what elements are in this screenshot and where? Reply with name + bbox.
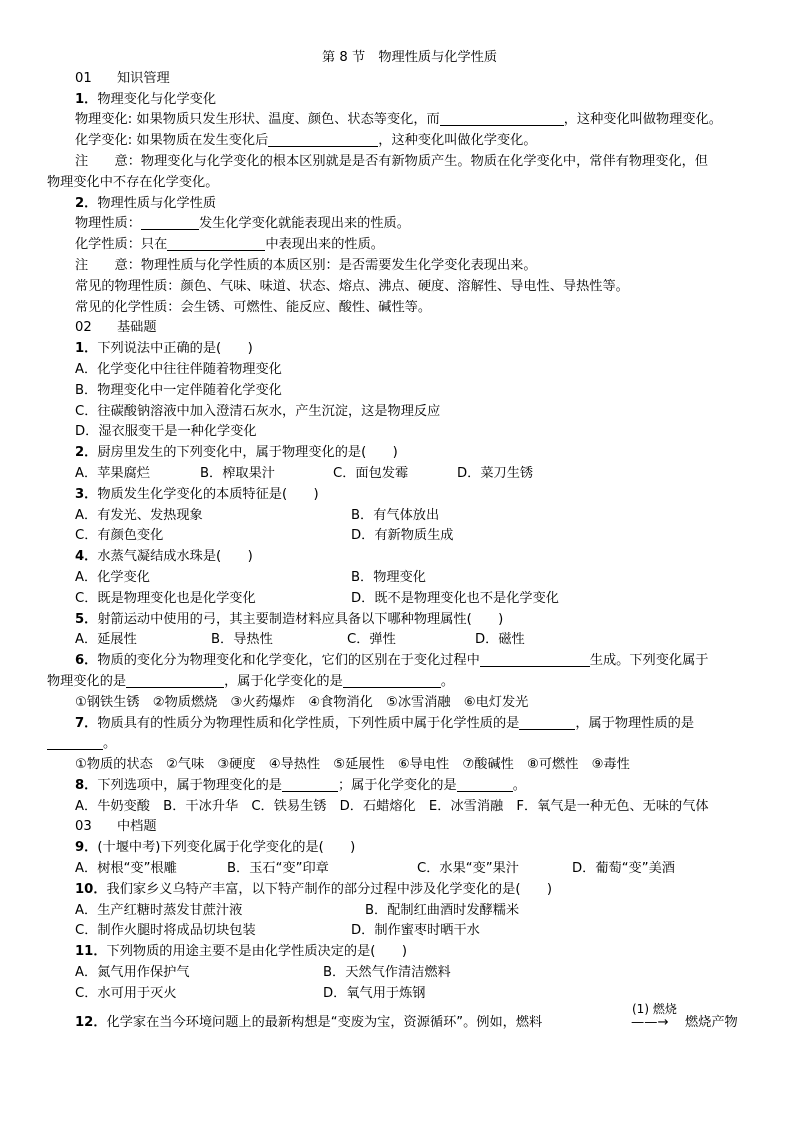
heading-text: 物理性质与化学性质	[97, 195, 217, 211]
heading-number: 1．	[75, 91, 98, 107]
question-number: 3．	[75, 486, 98, 502]
definition-text: 发生化学变化就能表现出来的性质。	[198, 216, 410, 232]
question-10-options-row-2	[47, 921, 752, 942]
question-text: 下列物质的用途主要不是由化学性质决定的是( )	[106, 944, 407, 960]
section-name: 基础题	[117, 320, 157, 336]
question-1-option-a[interactable]: A．化学变化中往往伴随着物理变化	[75, 361, 282, 377]
question-9-option-d[interactable]: D．葡萄“变”美酒	[572, 861, 675, 877]
document-page	[47, 48, 752, 1033]
question-2-option-d[interactable]: D．菜刀生锈	[457, 465, 534, 481]
question-4-option-c[interactable]: C．既是物理变化也是化学变化	[75, 590, 256, 606]
definition-text: 物理变化: 如果物质只发生形状、温度、颜色、状态等变化，而	[75, 112, 440, 128]
question-3-option-a[interactable]: A．有发光、发热现象	[75, 507, 203, 523]
definition-text: 化学变化: 如果物质在发生变化后	[75, 133, 269, 149]
question-number: 10．	[75, 881, 107, 897]
question-11-options-row-1	[47, 963, 752, 984]
question-text: 。	[103, 736, 117, 752]
question-3-options-row-1	[47, 506, 752, 527]
definition-text: ，这种变化叫做物理变化。	[563, 112, 722, 128]
question-2-option-a[interactable]: A．苹果腐烂	[75, 465, 150, 481]
question-number: 5．	[75, 611, 98, 627]
question-4-option-b[interactable]: B．物理变化	[351, 569, 426, 585]
question-3-option-b[interactable]: B．有气体放出	[351, 507, 440, 523]
question-4-option-d[interactable]: D．既不是物理变化也不是化学变化	[351, 590, 559, 606]
question-5-option-a[interactable]: A．延展性	[75, 632, 137, 648]
question-1-stem	[47, 339, 752, 360]
answer-blank[interactable]	[126, 673, 224, 688]
question-11-stem	[47, 942, 752, 963]
question-text: 水蒸气凝结成水珠是( )	[97, 549, 253, 565]
question-10-option-d[interactable]: D．制作蜜枣时晒干水	[351, 923, 480, 939]
question-text: 我们家乡义乌特产丰富，以下特产制作的部分过程中涉及化学变化的是( )	[106, 881, 553, 897]
knowledge-heading-2	[47, 194, 752, 215]
note-1-line-1: 注 意：物理变化与化学变化的根本区别就是是否有新物质产生。物质在化学变化中，常伴有物理变化，但	[75, 153, 708, 169]
question-number: 4．	[75, 549, 98, 565]
page-title: 第 8 节 物理性质与化学性质	[321, 50, 498, 65]
definition-text: 物理性质：	[75, 216, 141, 232]
question-10-option-a[interactable]: A．生产红糖时蒸发甘蔗汁液	[75, 902, 243, 918]
question-6-stem	[47, 651, 752, 672]
question-9-stem	[47, 838, 752, 859]
common-physical-properties: 常见的物理性质：颜色、气味、味道、状态、熔点、沸点、硬度、溶解性、导电性、导热性等。	[75, 278, 629, 294]
question-text: 物质具有的性质分为物理性质和化学性质，下列性质中属于化学性质的是	[97, 715, 520, 731]
question-text: 下列说法中正确的是( )	[97, 341, 253, 357]
question-9-option-a[interactable]: A．树根“变”根雕	[75, 861, 177, 877]
section-name: 中档题	[117, 819, 157, 835]
answer-blank[interactable]	[440, 111, 564, 126]
question-7-stem	[47, 714, 752, 735]
answer-blank[interactable]	[47, 735, 103, 750]
common-chemical-properties: 常见的化学性质：会生锈、可燃性、能反应、酸性、碱性等。	[75, 299, 432, 315]
section-header-01	[47, 69, 752, 90]
heading-text: 物理变化与化学变化	[97, 91, 217, 107]
question-3-options-row-2	[47, 526, 752, 547]
question-text: 射箭运动中使用的弓，其主要制造材料应具备以下哪种物理属性( )	[97, 611, 504, 627]
question-number: 1．	[75, 341, 98, 357]
chemical-change-definition	[47, 131, 752, 152]
question-10-option-c[interactable]: C．制作火腿时将成品切块包装	[75, 923, 256, 939]
note-1-line-2: 物理变化中不存在化学变化。	[47, 174, 219, 190]
question-text: ；属于化学变化的是	[338, 777, 457, 793]
reaction-arrow-label: (1) 燃烧	[632, 1001, 677, 1016]
answer-blank[interactable]	[282, 777, 338, 792]
question-6-options: ①钢铁生锈 ②物质燃烧 ③火药爆炸 ④食物消化 ⑤冰雪消融 ⑥电灯发光	[75, 694, 529, 710]
question-text: 物质的变化分为物理变化和化学变化，它们的区别在于变化过程中	[97, 653, 480, 669]
note-2: 注 意：物理性质与化学性质的本质区别：是否需要发生化学变化表现出来。	[75, 257, 537, 273]
section-number: 01	[75, 70, 92, 86]
question-8-options: A．牛奶变酸 B．干冰升华 C．铁易生锈 D．石蜡熔化 E．冰雪消融 F．氧气是一种无色、无味的气体	[75, 798, 709, 814]
heading-number: 2．	[75, 195, 98, 211]
question-9-options	[47, 859, 752, 880]
question-9-option-b[interactable]: B．玉石“变”印章	[227, 861, 329, 877]
question-3-stem	[47, 485, 752, 506]
question-3-option-d[interactable]: D．有新物质生成	[351, 528, 454, 544]
question-text: 厨房里发生的下列变化中，属于物理变化的是( )	[97, 445, 398, 461]
question-5-options	[47, 630, 752, 651]
reaction-arrow: ——→	[631, 1014, 669, 1030]
question-number: 12．	[75, 1014, 107, 1030]
question-3-option-c[interactable]: C．有颜色变化	[75, 528, 164, 544]
question-11-option-b[interactable]: B．天然气作清洁燃料	[323, 965, 451, 981]
question-10-stem	[47, 880, 752, 901]
physical-change-definition	[47, 110, 752, 131]
question-1-option-c[interactable]: C．往碳酸钠溶液中加入澄清石灰水，产生沉淀，这是物理反应	[75, 403, 441, 419]
question-2-option-b[interactable]: B．榨取果汁	[200, 465, 275, 481]
question-text: 物理变化的是	[47, 673, 127, 689]
question-5-option-b[interactable]: B．导热性	[211, 632, 273, 648]
question-1-option-b[interactable]: B．物理变化中一定伴随着化学变化	[75, 382, 282, 398]
question-2-option-c[interactable]: C．面包发霉	[333, 465, 409, 481]
question-4-options-row-1	[47, 568, 752, 589]
question-text: ，属于化学变化的是	[224, 673, 343, 689]
section-number: 02	[75, 320, 92, 336]
question-11-option-a[interactable]: A．氮气用作保护气	[75, 965, 190, 981]
question-6-stem-line-2	[47, 672, 752, 693]
answer-blank[interactable]	[519, 715, 575, 730]
question-11-option-c[interactable]: C．水可用于灭火	[75, 985, 177, 1001]
question-number: 7．	[75, 715, 98, 731]
question-1-option-d[interactable]: D．湿衣服变干是一种化学变化	[75, 424, 257, 440]
answer-blank[interactable]	[167, 236, 265, 251]
question-2-options	[47, 464, 752, 485]
question-4-option-a[interactable]: A．化学变化	[75, 569, 150, 585]
question-2-stem	[47, 443, 752, 464]
question-text: 化学家在当今环境问题上的最新构想是“变废为宝，资源循环”。例如，燃料	[106, 1014, 543, 1030]
question-5-option-c[interactable]: C．弹性	[347, 632, 396, 648]
question-number: 6．	[75, 653, 98, 669]
question-7-stem-line-2	[47, 734, 752, 755]
question-number: 9．	[75, 840, 98, 856]
answer-blank[interactable]	[343, 673, 441, 688]
section-number: 03	[75, 819, 92, 835]
question-10-option-b[interactable]: B．配制红曲酒时发酵糯米	[365, 902, 520, 918]
definition-text: ，这种变化叫做化学变化。	[378, 133, 537, 149]
section-name: 知识管理	[117, 70, 170, 86]
question-7-options: ①物质的状态 ②气味 ③硬度 ④导热性 ⑤延展性 ⑥导电性 ⑦酸碱性 ⑧可燃性 ⑨毒性	[75, 757, 630, 773]
question-5-option-d[interactable]: D．磁性	[475, 632, 525, 648]
answer-blank[interactable]	[141, 215, 199, 230]
question-text: 下列选项中，属于物理变化的是	[97, 777, 282, 793]
question-text: ，属于物理性质的是	[575, 715, 695, 731]
question-11-option-d[interactable]: D．氧气用于炼钢	[323, 985, 426, 1001]
question-10-options-row-1	[47, 901, 752, 922]
chemical-property-definition	[47, 235, 752, 256]
question-text: 。	[440, 673, 454, 689]
question-9-option-c[interactable]: C．水果“变”果汁	[417, 861, 519, 877]
answer-blank[interactable]	[480, 652, 590, 667]
reaction-product: 燃烧产物	[685, 1014, 738, 1030]
question-text: 生成。下列变化属于	[589, 653, 709, 669]
knowledge-heading-1	[47, 90, 752, 111]
question-number: 11．	[75, 944, 107, 960]
answer-blank[interactable]	[457, 777, 513, 792]
answer-blank[interactable]	[268, 132, 378, 147]
question-text: 。	[512, 777, 526, 793]
physical-property-definition	[47, 214, 752, 235]
section-header-02	[47, 318, 752, 339]
definition-text: 化学性质：只在	[75, 237, 168, 253]
question-number: 2．	[75, 445, 98, 461]
definition-text: 中表现出来的性质。	[265, 237, 384, 253]
question-8-stem	[47, 776, 752, 797]
question-number: 8．	[75, 777, 98, 793]
question-text: (十堰中考)下列变化属于化学变化的是( )	[97, 840, 356, 856]
question-4-stem	[47, 547, 752, 568]
question-12-stem	[47, 1001, 752, 1034]
question-4-options-row-2	[47, 589, 752, 610]
section-header-03	[47, 817, 752, 838]
question-5-stem	[47, 610, 752, 631]
question-text: 物质发生化学变化的本质特征是( )	[97, 486, 319, 502]
